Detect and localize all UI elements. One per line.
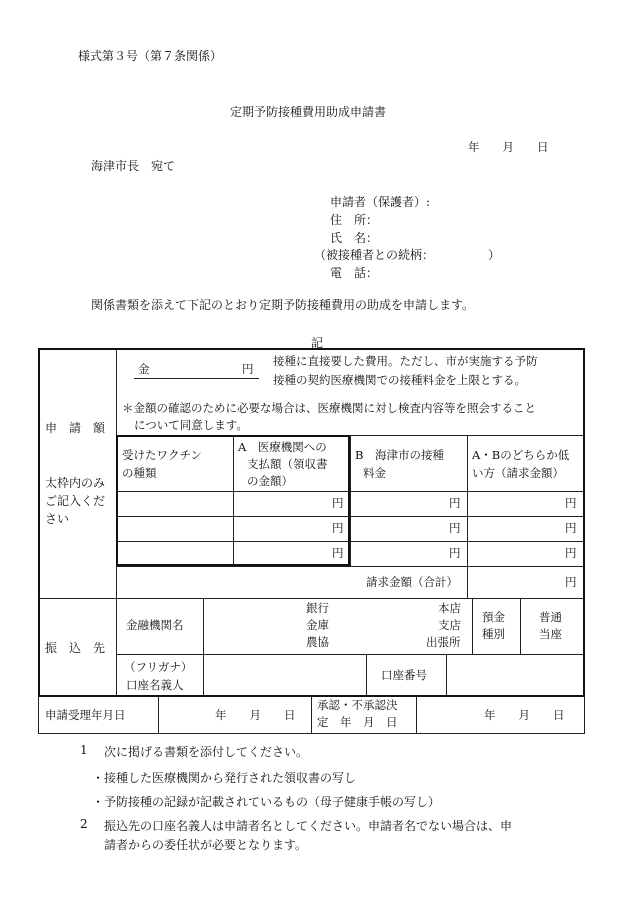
receipt-label: 申請受理年月日 bbox=[45, 708, 126, 722]
amount-note-line-1: 接種に直接要した費用。ただし、市が実施する予防 bbox=[273, 354, 538, 368]
note-bullet-2: ・予防接種の記録が記載されているもの（母子健康手帳の写し） bbox=[92, 795, 441, 809]
yen-ab-3: 円 bbox=[565, 546, 577, 560]
approval-date: 年 月 日 bbox=[484, 708, 565, 722]
branch-type-1: 本店 bbox=[438, 601, 461, 615]
receipt-date: 年 月 日 bbox=[215, 708, 296, 722]
form-number: 様式第３号（第７条関係） bbox=[78, 49, 223, 63]
approval-label-1: 承認・不承認決 bbox=[317, 698, 398, 712]
yen-ab-1: 円 bbox=[565, 496, 577, 510]
vaccine-type-header-2: の種類 bbox=[122, 466, 157, 480]
fill-note-line-1: 太枠内のみ bbox=[45, 476, 106, 490]
date-line: 年 月 日 bbox=[468, 140, 549, 154]
yen-a-3: 円 bbox=[332, 546, 344, 560]
application-amount-label: 申 請 額 bbox=[45, 421, 106, 435]
form-title: 定期予防接種費用助成申請書 bbox=[230, 105, 387, 119]
relation-label: （被接種者との続柄： ） bbox=[314, 248, 501, 262]
note-2-number: 2 bbox=[80, 817, 88, 831]
branch-type-3: 出張所 bbox=[426, 635, 461, 649]
amount-underline bbox=[134, 378, 259, 379]
yen-b-3: 円 bbox=[449, 546, 461, 560]
fill-note-line-2: ご記入くだ bbox=[45, 494, 106, 508]
bank-type-2: 金庫 bbox=[306, 618, 329, 632]
amount-note-line-2: 接種の契約医療機関での接種料金を上限とする。 bbox=[273, 373, 526, 387]
col-b-header-1: B 海津市の接種 bbox=[355, 448, 444, 462]
branch-type-2: 支店 bbox=[438, 618, 461, 632]
intro-text: 関係書類を添えて下記のとおり定期予防接種費用の助成を申請します。 bbox=[91, 298, 475, 312]
note-2-line-2: 請者からの委任状が必要となります。 bbox=[104, 838, 308, 852]
yen-b-1: 円 bbox=[449, 496, 461, 510]
bank-type-1: 銀行 bbox=[306, 601, 329, 615]
applicant-heading: 申請者（保護者）: bbox=[330, 195, 431, 209]
bank-name-label: 金融機関名 bbox=[126, 618, 184, 632]
holder-name-label: 口座名義人 bbox=[126, 678, 184, 692]
phone-label: 電 話： bbox=[330, 266, 379, 280]
bank-type-3: 農協 bbox=[306, 635, 329, 649]
yen-b-2: 円 bbox=[449, 521, 461, 535]
amount-unit: 円 bbox=[242, 362, 254, 376]
account-type-label-1: 預金 bbox=[482, 610, 505, 624]
yen-a-2: 円 bbox=[332, 521, 344, 535]
col-a-header-2: 支払額（領収書 bbox=[247, 457, 328, 471]
account-number-label: 口座番号 bbox=[381, 668, 427, 682]
yen-ab-2: 円 bbox=[565, 521, 577, 535]
account-type-label-2: 種別 bbox=[482, 627, 505, 641]
col-a-header-3: の金額） bbox=[247, 474, 293, 488]
address-label: 住 所： bbox=[330, 213, 379, 227]
addressee: 海津市長 宛て bbox=[91, 159, 176, 173]
note-2-line-1: 振込先の口座名義人は申請者名としてください。申請者名でない場合は、申 bbox=[104, 819, 513, 833]
transfer-label: 振 込 先 bbox=[45, 641, 106, 655]
account-type-value-1: 普通 bbox=[539, 610, 562, 624]
approval-label-2: 定 年 月 日 bbox=[317, 715, 398, 729]
account-type-value-2: 当座 bbox=[539, 627, 562, 641]
col-a-header-1: A 医療機関への bbox=[238, 440, 327, 454]
holder-furigana-label: （フリガナ） bbox=[124, 660, 193, 674]
yen-a-1: 円 bbox=[332, 496, 344, 510]
amount-prefix: 金 bbox=[138, 362, 150, 376]
note-bullet-1: ・接種した医療機関から発行された領収書の写し bbox=[92, 771, 357, 785]
col-b-header-2: 料金 bbox=[363, 466, 386, 480]
yen-total: 円 bbox=[565, 575, 577, 589]
consent-line-1: ＊金額の確認のために必要な場合は、医療機関に対し検査内容等を照会すること bbox=[122, 401, 536, 415]
vaccine-type-header-1: 受けたワクチン bbox=[122, 448, 202, 462]
note-1-number: 1 bbox=[80, 743, 88, 757]
col-ab-header-2: い方（請求金額） bbox=[472, 466, 564, 480]
consent-line-2: について同意します。 bbox=[134, 418, 248, 432]
total-label: 請求金額（合計） bbox=[366, 575, 458, 589]
note-1-text: 次に掲げる書類を添付してください。 bbox=[104, 745, 309, 759]
name-label: 氏 名： bbox=[330, 231, 379, 245]
col-ab-header-1: A・Bのどちらか低 bbox=[472, 448, 570, 462]
ki-label: 記 bbox=[311, 336, 324, 350]
fill-note-line-3: さい bbox=[45, 512, 70, 526]
